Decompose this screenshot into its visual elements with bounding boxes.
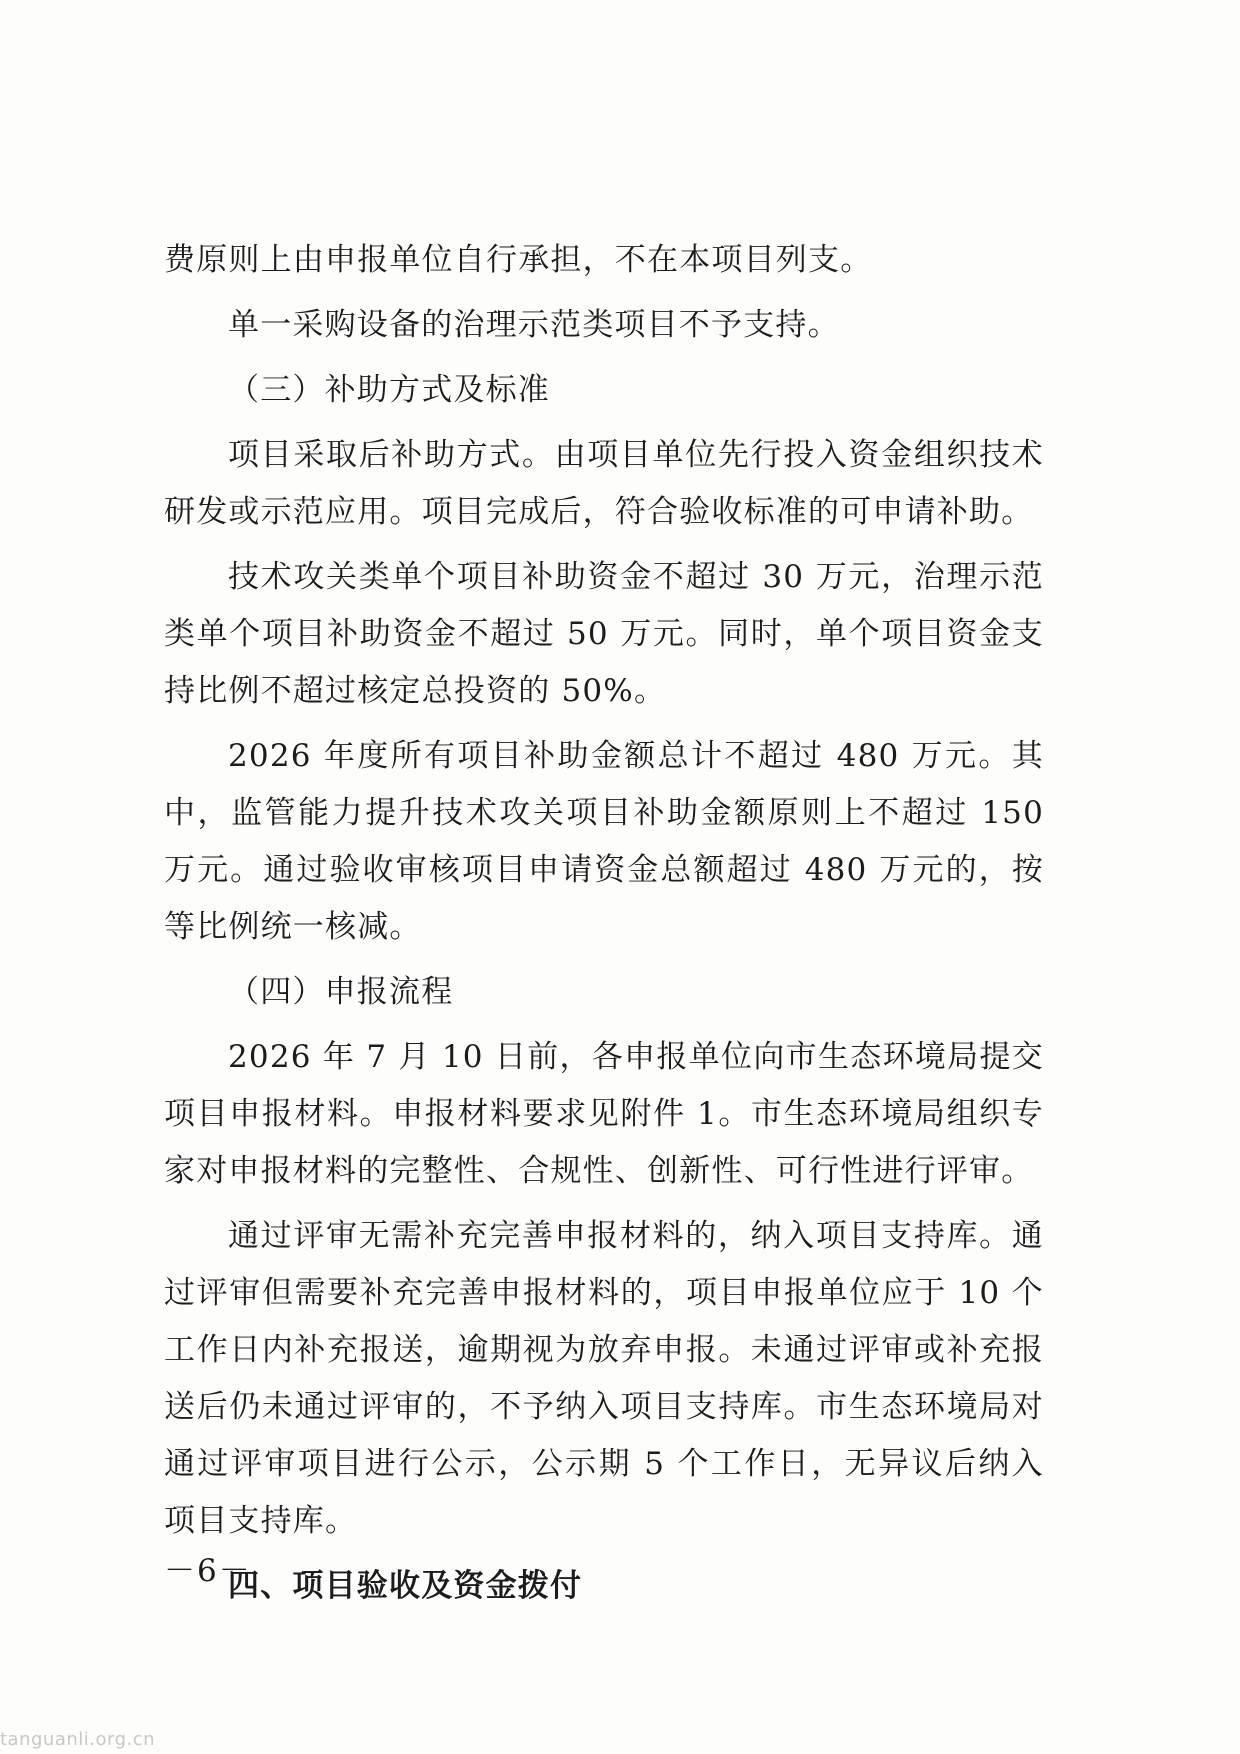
page-number: －6－ xyxy=(164,1553,252,1589)
paragraph-subsidy-limits: 技术攻关类单个项目补助资金不超过 30 万元，治理示范类单个项目补助资金不超过 50 万元。同时，单个项目资金支持比例不超过核定总投资的 50%。 xyxy=(164,559,1044,709)
paragraph-equipment-exclusion: 单一采购设备的治理示范类项目不予支持。 xyxy=(228,307,840,343)
paragraph-review-process: 通过评审无需补充完善申报材料的，纳入项目支持库。通过评审但需要补充完善申报材料的，项目申报单位应于 10 个工作日内补充报送，逾期视为放弃申报。未通过评审或补充报送后仍未通过评审的，不予纳入项目支持库。市生态环境局对通过评审项目进行公示，公示期 5 个工作日，无异议后纳入项目支持库。 xyxy=(164,1218,1044,1539)
paragraph-post-subsidy: 项目采取后补助方式。由项目单位先行投入资金组织技术研发或示范应用。项目完成后，符合验收标准的可申请补助。 xyxy=(164,437,1044,530)
paragraph-annual-total: 2026 年度所有项目补助金额总计不超过 480 万元。其中，监管能力提升技术攻关项目补助金额原则上不超过 150 万元。通过验收审核项目申请资金总额超过 480 万元的，按等比例统一核减。 xyxy=(164,738,1044,945)
subheading-application-process: （四）申报流程 xyxy=(228,974,454,1010)
heading-acceptance-funding: 四、项目验收及资金拨付 xyxy=(228,1568,583,1604)
subheading-subsidy-method: （三）补助方式及标准 xyxy=(228,372,550,408)
paragraph-submission-deadline: 2026 年 7 月 10 日前，各申报单位向市生态环境局提交项目申报材料。申报材料要求见附件 1。市生态环境局组织专家对申报材料的完整性、合规性、创新性、可行性进行评审。 xyxy=(164,1039,1044,1189)
document-body xyxy=(164,232,1044,1615)
site-watermark: tanguanli.org.cn xyxy=(0,1729,156,1750)
paragraph-continuation: 费原则上由申报单位自行承担，不在本项目列支。 xyxy=(164,242,873,278)
